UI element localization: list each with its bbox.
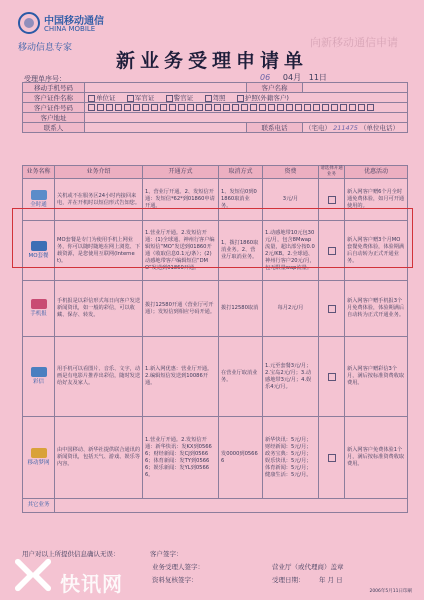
contact-label: 联系人 xyxy=(23,123,85,133)
date-month: 04 xyxy=(282,73,294,82)
service-logo-icon xyxy=(31,367,47,377)
address-field[interactable] xyxy=(85,113,408,123)
cert-number-label: 客户证件号码 xyxy=(23,103,85,113)
table-row xyxy=(23,337,408,417)
column-header: 业务介绍 xyxy=(55,166,143,179)
cert-type-label: 客户证件名称 xyxy=(23,93,85,103)
service-fee: 新华快讯：5元/月；财经新闻：5元/月；政务宝典：5元/月；娱乐快讯：5元/月；体育新闻：5元/月；健康生活：5元/月。 xyxy=(263,417,319,499)
service-cancel-method: 1、发短信0到01860取消业务。 xyxy=(219,179,263,221)
cert-option-label: 军官证 xyxy=(134,94,155,102)
service-logo-icon xyxy=(31,190,47,200)
table-row xyxy=(23,499,408,513)
accept-date-label xyxy=(272,575,343,584)
watermark-text: 快讯网 xyxy=(60,572,123,596)
service-open-method: 1.新入网优惠：营业厅开通。2.编辑短信发送到10086开通。 xyxy=(143,337,219,417)
service-intro: 关机或不在服务区24小时内接回来电，并在开机时以短信形式告知您。 xyxy=(55,179,143,221)
cert-option-label: 驾照 xyxy=(212,94,226,102)
service-cancel-method: 拨打12580取消 xyxy=(219,281,263,337)
cert-option-checkbox[interactable] xyxy=(166,95,173,102)
contact-phone-label: 联系电话 xyxy=(247,123,303,133)
select-checkbox[interactable] xyxy=(328,373,336,381)
select-checkbox[interactable] xyxy=(328,196,336,204)
logo-slogan: 移动信息专家 xyxy=(18,43,73,53)
service-name-text: MO套餐 xyxy=(28,252,49,259)
highlight-frame xyxy=(12,208,413,268)
home-phone-label: （宅电） xyxy=(305,124,331,132)
form-title: 新业务受理申请单 xyxy=(115,50,308,72)
column-header: 开通方式 xyxy=(143,166,219,179)
service-select[interactable] xyxy=(319,281,345,337)
customer-signature-label: 客户签字： xyxy=(150,550,183,558)
table-row xyxy=(23,281,408,337)
service-cancel-method: 发0000到05666 xyxy=(219,417,263,499)
service-select[interactable] xyxy=(319,337,345,417)
service-name xyxy=(23,281,55,337)
service-name-text: 彩信 xyxy=(32,378,44,385)
service-intro: 手机报是以彩信形式每日向客户发送新闻资讯，如一般的彩信，可以收藏、保存、转发。 xyxy=(55,281,143,337)
service-open-method: 1.营业厅开通。2.发短信开通：新华快讯：发KX到05666；财经新闻：发CJ到05666；体育新闻：发TY到05666；娱乐新闻：发YL到05666。 xyxy=(143,417,219,499)
date-month-unit: 月 xyxy=(293,73,302,82)
column-header: 优惠活动 xyxy=(345,166,408,179)
address-label: 客户地址 xyxy=(23,113,85,123)
select-checkbox[interactable] xyxy=(328,454,336,462)
service-open-method: 拨打12580开通（营业厅可开通）；发短信到相应号码开通。 xyxy=(143,281,219,337)
service-fee: 3元/月 xyxy=(263,179,319,221)
phone-number-label: 移动手机号码 xyxy=(23,83,85,93)
watermark-logo-icon xyxy=(14,556,52,594)
service-promo: 新入网客户赠3个月MO套餐免费体验，体验期满后自动转为正式开通业务。 xyxy=(345,221,408,281)
service-name-text: 移动梦网 xyxy=(27,459,50,466)
other-service-field[interactable] xyxy=(55,499,408,513)
cert-option-checkbox[interactable] xyxy=(127,95,134,102)
cert-number-boxes[interactable] xyxy=(85,103,408,113)
cert-option-label: 护照(外籍客户) xyxy=(244,94,289,102)
hall-stamp-label: 营业厅（或代理商）盖章 xyxy=(272,563,344,571)
serial-label: 受理单序号： xyxy=(24,75,66,83)
column-header: 取消方式 xyxy=(219,166,263,179)
confirm-note: 用户对以上所提供信息确认无误： xyxy=(22,550,120,558)
logo-cn-text: 中国移动通信 xyxy=(44,16,104,27)
service-open-method: 1、营业厅开通。2、发短信开通：发短信*62*到01860申请开通。 xyxy=(143,179,219,221)
review-signature-label: 资料复核签字： xyxy=(152,576,198,584)
service-name-text: 手机报 xyxy=(30,310,47,317)
service-fee: 1.动感地带10元包30元/月，包含8Mwap流量，超出部分按0.02元/KB。2.全球通、神州行客户20元/月，包无限量wap流量。 xyxy=(263,221,319,281)
service-promo: 新入网客户赠手机报3个月免费体验，体验期满后自动转为正式开通业务。 xyxy=(345,281,408,337)
service-open-method: 1.营业厅开通。2.发短信开通：(1)全球通、神州行客户编辑短信“MO”发送到01860开通（收取信息0.1元/条）；(2)动感地带客户编辑短信“DMO”发送到01860开通。 xyxy=(143,221,219,281)
customer-info-table xyxy=(22,82,408,133)
service-fee: 每月2元/月 xyxy=(263,281,319,337)
service-promo: 新入网客户免费体验1个月，满后按标准资费收取费用。 xyxy=(345,417,408,499)
service-cancel-method: 1、拨打1860取消业务。2、营业厅取消业务。 xyxy=(219,221,263,281)
cert-type-options xyxy=(85,93,408,103)
china-mobile-logo-icon xyxy=(18,12,40,34)
cert-option-checkbox[interactable] xyxy=(237,95,244,102)
cert-option-checkbox[interactable] xyxy=(88,95,95,102)
date-day: 11 xyxy=(308,73,319,82)
service-intro: 由中国移动、新华社提供联合通讯的新闻资讯，包括天气、游戏、娱乐等内容。 xyxy=(55,417,143,499)
accept-date-suffix: 年 月 日 xyxy=(318,576,343,584)
service-intro: 用手机可以看图片、音乐、文字，动画是有电影片推荐出彩信，随时发送给好友及家人。 xyxy=(55,337,143,417)
column-header: 请选择开通业务 xyxy=(320,166,343,178)
logo-en-text: CHINA MOBILE xyxy=(44,25,96,33)
receiver-signature-label: 业务受理人签字： xyxy=(152,563,204,571)
select-checkbox[interactable] xyxy=(328,305,336,313)
faint-header-text: 向新移动通信申请 xyxy=(310,36,398,49)
cert-option-checkbox[interactable] xyxy=(205,95,212,102)
phone-number-field[interactable] xyxy=(85,83,247,93)
accept-date-text: 受理日期： xyxy=(272,576,305,584)
date-year-hand: 06 xyxy=(260,73,271,82)
work-phone-label: （单位电话） xyxy=(359,124,399,132)
service-promo: 新入网客户赠彩信3个月，满后按标准资费收取费用。 xyxy=(345,337,408,417)
column-header: 业务名称 xyxy=(23,166,55,179)
service-name: 其它业务 xyxy=(23,499,55,513)
service-select[interactable] xyxy=(319,417,345,499)
service-name xyxy=(23,417,55,499)
service-promo: 新入网客户赠6个月全时通免费体验，如月可开通使用的。 xyxy=(345,179,408,221)
service-name xyxy=(23,337,55,417)
customer-name-label: 客户名称 xyxy=(247,83,303,93)
service-logo-icon xyxy=(31,448,47,458)
contact-phone-field[interactable] xyxy=(303,123,408,133)
contact-field[interactable] xyxy=(85,123,247,133)
service-fee: 1.元至套餐3元/月；2.宝岛2元/月；3.动感地带3元/月；4.娱乐4元/月。 xyxy=(263,337,319,417)
cert-option-label: 单位证 xyxy=(96,94,116,102)
customer-name-field[interactable] xyxy=(303,83,408,93)
service-logo-icon xyxy=(31,299,47,309)
service-cancel-method: 在营业厅取消业务。 xyxy=(219,337,263,417)
cert-option-label: 警官证 xyxy=(173,94,194,102)
table-row xyxy=(23,417,408,499)
date-day-unit: 日 xyxy=(318,73,327,82)
handwritten-number: 211475 xyxy=(333,124,358,132)
print-info: 2006年5月11日印刷 xyxy=(369,589,412,594)
service-name-text: 全时通 xyxy=(30,201,47,208)
column-header: 资费 xyxy=(263,166,319,179)
service-intro: MO套餐是专门为使用手机上网业务，你可以随时随地在网上浏览、下载资源，是您使用互联网(Internet)。 xyxy=(55,221,143,281)
